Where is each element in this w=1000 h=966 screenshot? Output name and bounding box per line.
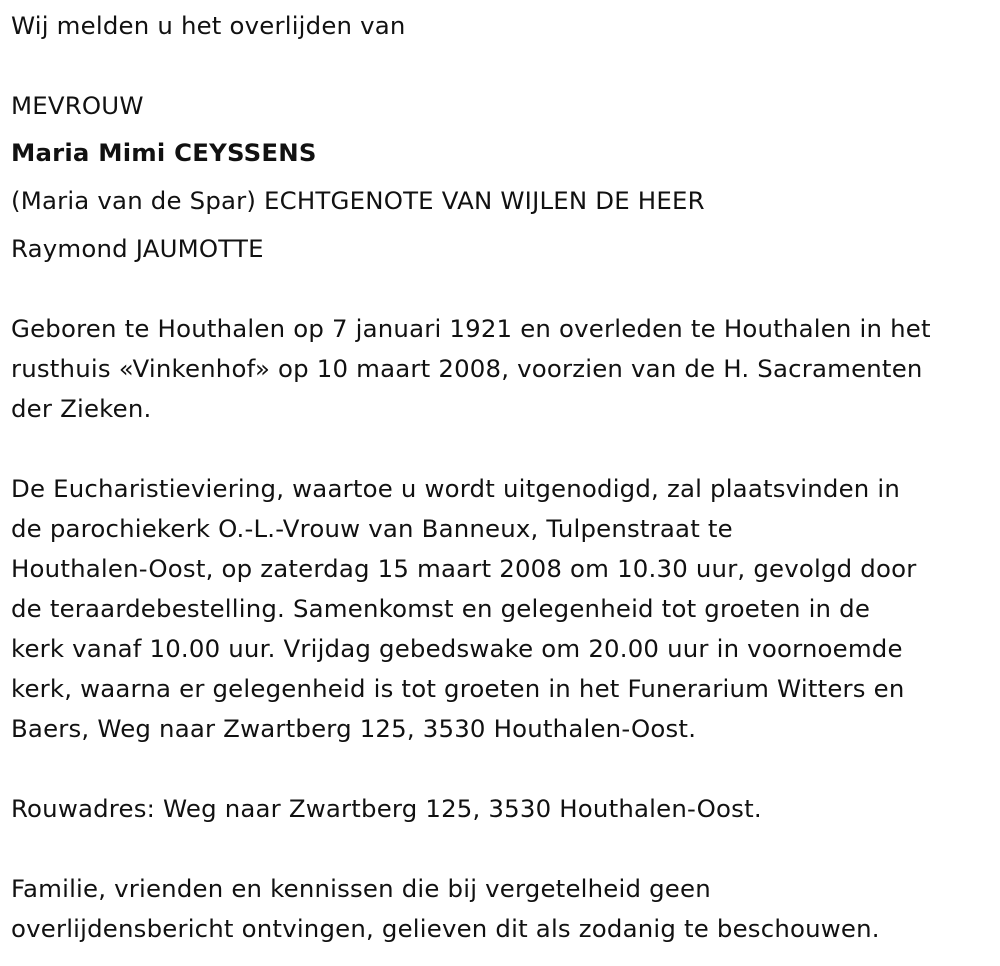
paragraph-line: de teraardebestelling. Samenkomst en gelegenheid tot groeten in de [11, 594, 871, 623]
paragraph-line: kerk vanaf 10.00 uur. Vrijdag gebedswake om 20.00 uur in voornoemde [11, 634, 903, 663]
spouse-line-1: (Maria van de Spar) ECHTGENOTE VAN WIJLEN DE HEER [11, 186, 705, 215]
mourning-address-paragraph [11, 789, 1000, 829]
mourning-address: Rouwadres: Weg naar Zwartberg 125, 3530 Houthalen-Oost. [11, 794, 762, 823]
deceased-name: Maria Mimi CEYSSENS [11, 138, 317, 167]
birth-death-paragraph [11, 309, 1000, 429]
paragraph-line: De Eucharistieviering, waartoe u wordt uitgenodigd, zal plaatsvinden in [11, 474, 901, 503]
paragraph-line: overlijdensbericht ontvingen, gelieven dit als zodanig te beschouwen. [11, 914, 880, 943]
family-note-paragraph [11, 869, 1000, 949]
paragraph-line: Geboren te Houthalen op 7 januari 1921 en overleden te Houthalen in het [11, 314, 931, 343]
paragraph-line: kerk, waarna er gelegenheid is tot groeten in het Funerarium Witters en [11, 674, 905, 703]
paragraph-line: Houthalen-Oost, op zaterdag 15 maart 2008 om 10.30 uur, gevolgd door [11, 554, 917, 583]
ceremony-paragraph [11, 469, 1000, 749]
spouse-line-2: Raymond JAUMOTTE [11, 234, 264, 263]
paragraph-line: rusthuis «Vinkenhof» op 10 maart 2008, voorzien van de H. Sacramenten [11, 354, 923, 383]
paragraph-line: Baers, Weg naar Zwartberg 125, 3530 Houthalen-Oost. [11, 714, 697, 743]
paragraph-line: Familie, vrienden en kennissen die bij vergetelheid geen [11, 874, 711, 903]
paragraph-line: der Zieken. [11, 394, 152, 423]
honorific-title: MEVROUW [11, 91, 144, 120]
intro-text: Wij melden u het overlijden van [11, 11, 406, 40]
paragraph-line: de parochiekerk O.-L.-Vrouw van Banneux, Tulpenstraat te [11, 514, 733, 543]
